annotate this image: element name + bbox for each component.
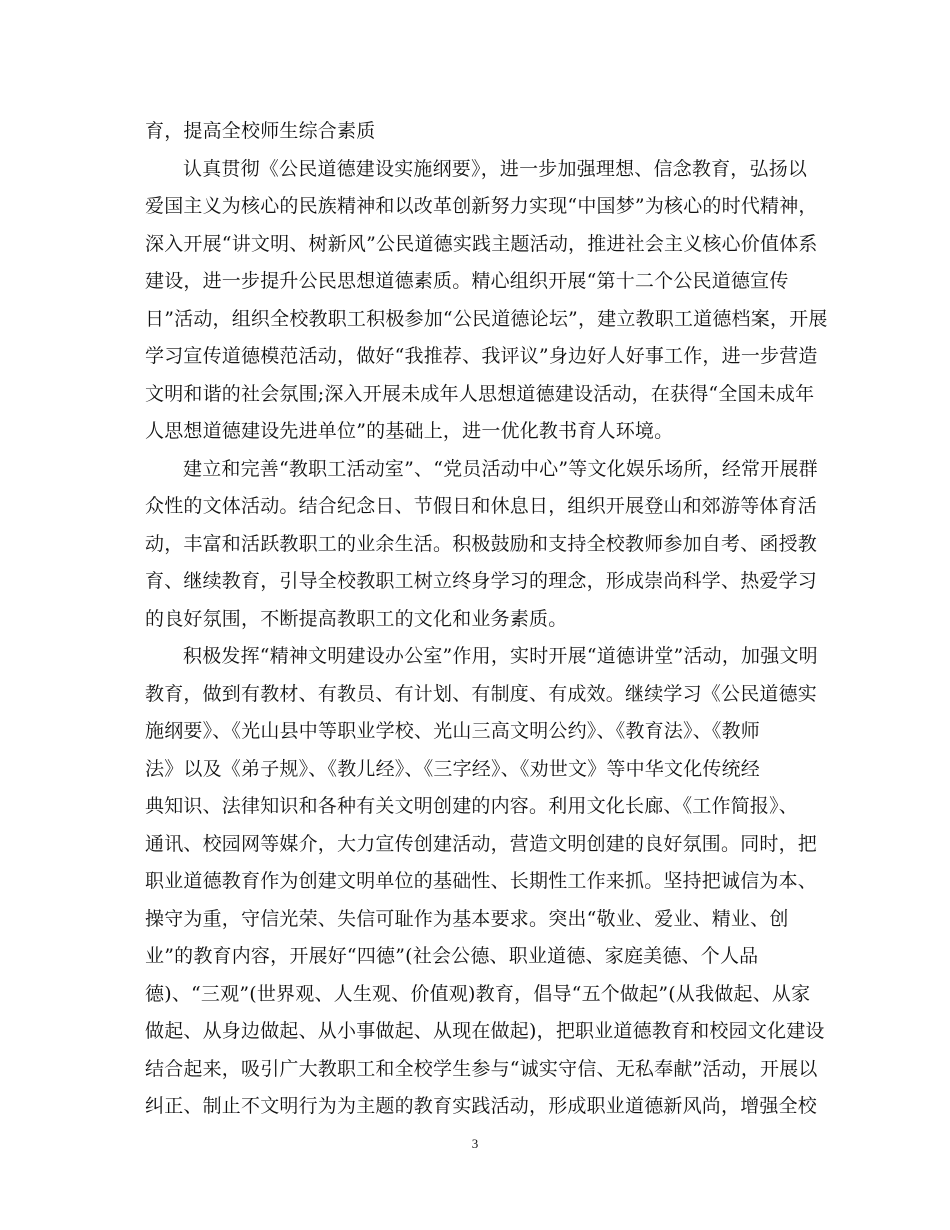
text-line: 纠正、制止不文明行为为主题的教育实践活动，形成职业道德新风尚，增强全校 (145, 1095, 818, 1117)
text-line: 爱国主义为核心的民族精神和以改革创新努力实现“中国梦”为核心的时代精神， (145, 195, 818, 217)
text-line: 育，提高全校师生综合素质 (145, 120, 376, 142)
text-line: 教育，做到有教材、有教员、有计划、有制度、有成效。继续学习《公民道德实 (145, 682, 818, 705)
text-line: 日”活动，组织全校教职工积极参加“公民道德论坛”，建立教职工道德档案，开展 (145, 307, 828, 330)
text-line: 的良好氛围，不断提高教职工的文化和业务素质。 (145, 607, 568, 630)
text-line: 认真贯彻《公民道德建设实施纲要》，进一步加强理想、信念教育，弘扬以 (183, 157, 808, 180)
text-line: 积极发挥“精神文明建设办公室”作用，实时开展“道德讲堂”活动，加强文明 (183, 645, 818, 667)
paragraph (145, 638, 825, 1126)
text-line: 职业道德教育作为创建文明单位的基础性、长期性工作来抓。坚持把诚信为本、 (145, 870, 818, 892)
text-line: 业”的教育内容，开展好“四德”(社会公德、职业道德、家庭美德、个人品 (145, 945, 759, 967)
text-line: 典知识、法律知识和各种有关文明创建的内容。利用文化长廊、《工作简报》、 (145, 795, 799, 817)
text-line: 法》以及《弟子规》、《教儿经》、《三字经》、《劝世文》等中华文化传统经 (145, 757, 761, 780)
page-number: 3 (471, 1136, 479, 1151)
text-line: 结合起来，吸引广大教职工和全校学生参与“诚实守信、无私奉献”活动，开展以 (145, 1057, 818, 1080)
text-line: 深入开展“讲文明、树新风”公民道德实践主题活动，推进社会主义核心价值体系 (145, 232, 818, 255)
text-line: 施纲要》、《光山县中等职业学校、光山三高文明公约》、《教育法》、《教师 (145, 720, 761, 742)
text-line: 文明和谐的社会氛围;深入开展未成年人思想道德建设活动，在获得“全国未成年 (145, 382, 815, 405)
paragraph (145, 451, 818, 639)
paragraph (145, 151, 828, 451)
text-line: 育、继续教育，引导全校教职工树立终身学习的理念，形成崇尚科学、热爱学习 (145, 570, 818, 592)
text-line: 建设，进一步提升公民思想道德素质。精心组织开展“第十二个公民道德宣传 (145, 270, 789, 292)
text-line: 众性的文体活动。结合纪念日、节假日和休息日，组织开展登山和郊游等体育活 (145, 495, 818, 517)
text-line: 德)、“三观”(世界观、人生观、价值观)教育，倡导“五个做起”(从我做起、从家 (145, 982, 811, 1005)
text-line: 做起、从身边做起、从小事做起、从现在做起)，把职业道德教育和校园文化建设 (145, 1020, 825, 1042)
paragraph (145, 113, 805, 151)
text-line: 通讯、校园网等媒介，大力宣传创建活动，营造文明创建的良好氛围。同时，把 (145, 832, 818, 855)
text-line: 建立和完善“教职工活动室”、“党员活动中心”等文化娱乐场所，经常开展群 (183, 457, 818, 480)
text-line: 学习宣传道德模范活动，做好“我推荐、我评议”身边好人好事工作，进一步营造 (145, 345, 818, 367)
text-line: 动，丰富和活跃教职工的业余生活。积极鼓励和支持全校教师参加自考、函授教 (145, 532, 818, 555)
text-line: 人思想道德建设先进单位”的基础上，进一优化教书育人环境。 (145, 420, 674, 442)
text-line: 操守为重，守信光荣、失信可耻作为基本要求。突出“敬业、爱业、精业、创 (145, 907, 789, 930)
document-body (145, 113, 828, 1126)
